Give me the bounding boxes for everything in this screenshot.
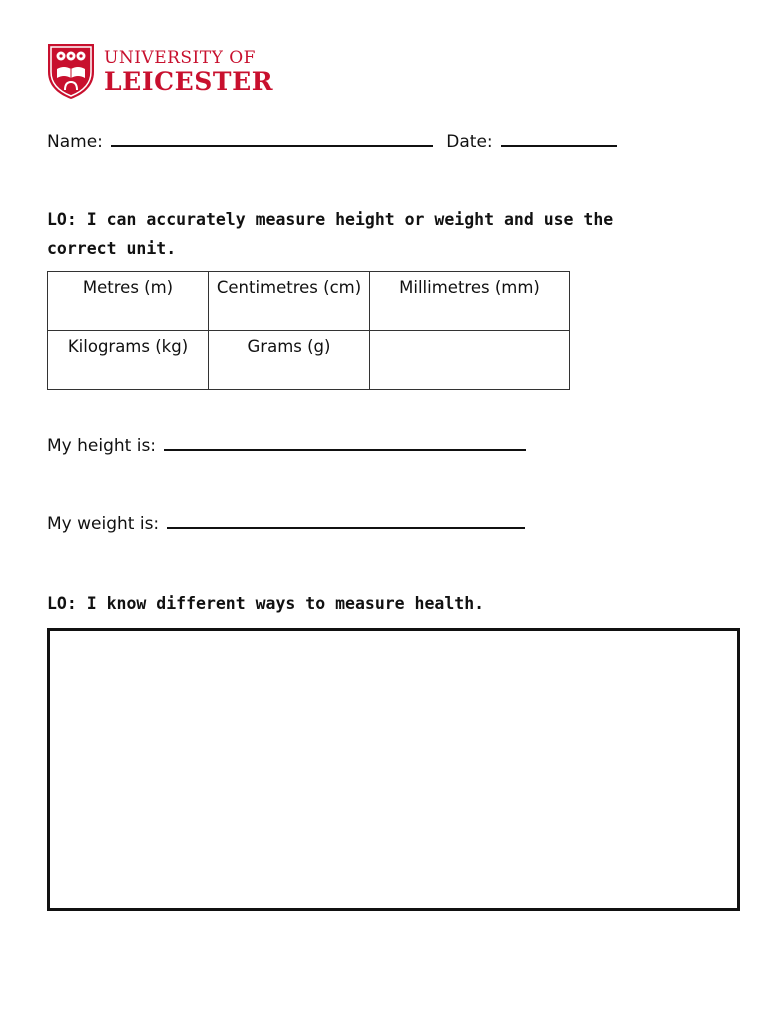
units-table: [47, 271, 570, 390]
learning-objective-1: LO: I can accurately measure height or weight and use the correct unit.: [47, 210, 614, 258]
table-cell: Metres (m): [48, 272, 209, 331]
health-answer-box[interactable]: [47, 628, 740, 911]
height-field[interactable]: [164, 435, 526, 451]
table-cell: [370, 331, 570, 390]
table-cell: Kilograms (kg): [48, 331, 209, 390]
table-row: [48, 331, 570, 390]
university-crest-icon: [46, 42, 96, 100]
university-logo: [46, 42, 286, 102]
learning-objective-2: LO: I know different ways to measure health.: [47, 594, 485, 613]
table-row: [48, 272, 570, 331]
name-field[interactable]: [111, 131, 433, 147]
table-cell: Millimetres (mm): [370, 272, 570, 331]
weight-field[interactable]: [167, 513, 525, 529]
logo-line-1: UNIVERSITY OF: [104, 48, 256, 68]
university-wordmark: [104, 48, 273, 96]
date-field[interactable]: [501, 131, 617, 147]
height-label: My height is:: [47, 436, 157, 456]
table-cell: Grams (g): [209, 331, 370, 390]
weight-label: My weight is:: [47, 514, 160, 534]
name-label: Name:: [47, 132, 103, 152]
date-label: Date:: [446, 132, 493, 152]
table-cell: Centimetres (cm): [209, 272, 370, 331]
name-date-row: [47, 131, 617, 153]
logo-line-2: LEICESTER: [104, 67, 274, 96]
weight-row: [47, 513, 525, 535]
height-row: [47, 435, 526, 457]
